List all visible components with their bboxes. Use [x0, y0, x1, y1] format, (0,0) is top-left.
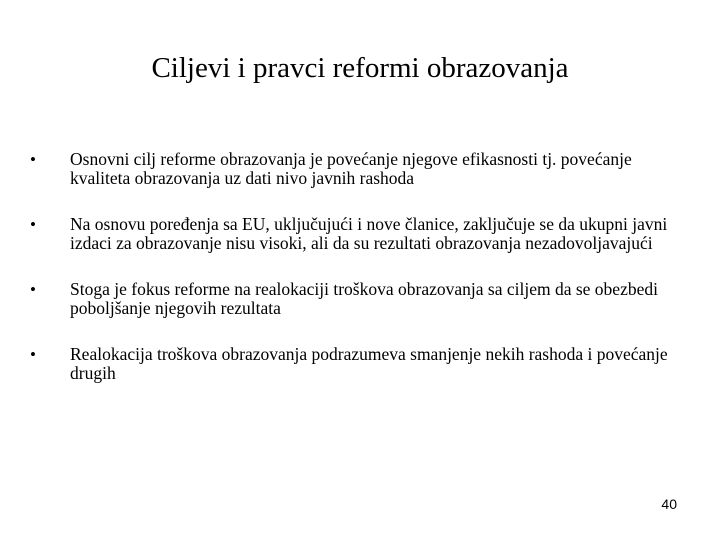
bullet-item [30, 280, 690, 318]
bullet-text: Stoga je fokus reforme na realokaciji troškova obrazovanja sa ciljem da se obezbedi poboljšanje njegovih rezultata [70, 279, 658, 318]
slide-title: Ciljevi i pravci reformi obrazovanja [151, 52, 569, 84]
page-number: 40 [661, 496, 677, 512]
bullet-list [30, 150, 690, 410]
bullet-icon: • [30, 280, 36, 299]
bullet-item [30, 150, 690, 188]
bullet-item [30, 345, 690, 383]
bullet-icon: • [30, 215, 36, 234]
bullet-icon: • [30, 150, 36, 169]
bullet-icon: • [30, 345, 36, 364]
bullet-item [30, 215, 690, 253]
bullet-text: Na osnovu poređenja sa EU, uključujući i nove članice, zaključuje se da ukupni javni izdaci za obrazovanje nisu visoki, ali da su rezultati obrazovanja nezadovoljavajući [70, 214, 668, 253]
bullet-text: Osnovni cilj reforme obrazovanja je povećanje njegove efikasnosti tj. povećanje kvaliteta obrazovanja uz dati nivo javnih rashoda [70, 149, 632, 188]
bullet-text: Realokacija troškova obrazovanja podrazumeva smanjenje nekih rashoda i povećanje drugih [70, 344, 668, 383]
